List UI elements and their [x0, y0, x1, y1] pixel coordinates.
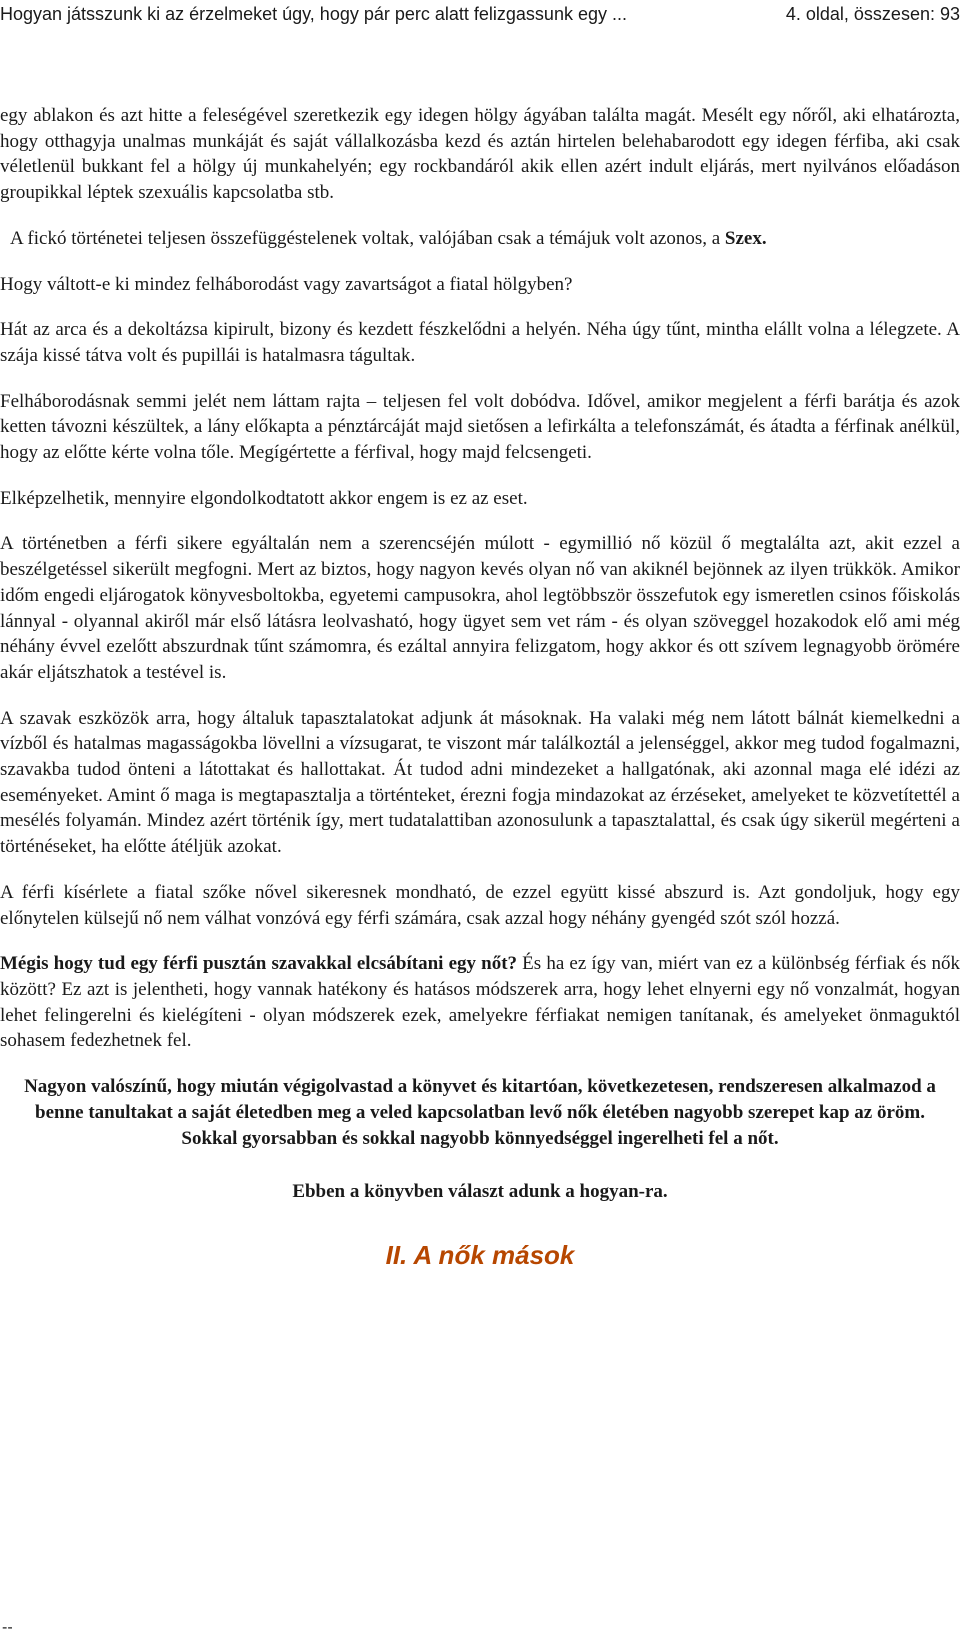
paragraph-text: A fickó történetei teljesen összefüggéstelenek voltak, valójában csak a témájuk volt azonos, a [10, 227, 725, 249]
paragraph-text: És ha ez így van, miért van ez a különbség férfiak és nők között? Ez azt is jelentheti, hogy vannak hatékony és hatásos módszerek arra, hogy lehet elnyerni egy nő vonzalmát, hogyan lehet felingerelni és kielégíteni - olyan módszerek ezek, amelyekre férfiakat nemigen tanítanak, és amelyeket önmaguktól sohasem fedezhetnek fel. [0, 953, 960, 1052]
document-body [0, 103, 960, 1291]
highlight-paragraph: Ebben a könyvben választ adunk a hogyan-ra. [292, 1181, 668, 1203]
page-number: 4. oldal, összesen: 93 [785, 4, 960, 24]
paragraph: A szavak eszközök arra, hogy általuk tapasztalatokat adjunk át másoknak. Ha valaki még nem látott bálnát kiemelkedni a vízből és hatalmas magasságokba lövellni a vízsugarat, te viszont már találkoztál a jelenséggel, akkor meg tudod fogalmazni, szavakba tudod önteni a látottakat és hallottakat. Át tudod adni mindezeket a hallgatónak, aki azonnal maga elé idézi az eseményeket. Amint ő maga is megtapasztalja a történteket, érezni fogja mindazokat az érzéseket, amelyeket te közvetítettél a mesélés folyamán. Mindez azért történik így, mert tudatalattiban azonosulunk a tapasztalattal, és csak úgy sikerül megérteni a történéseket, ha előtte átéljük azokat. [0, 707, 960, 858]
page-footer-mark: -- [2, 1619, 13, 1636]
paragraph: Elképzelhetik, mennyire elgondolkodtatott akkor engem is ez az eset. [0, 487, 528, 509]
highlight-paragraph: Nagyon valószínű, hogy miután végigolvastad a könyvet és kitartóan, következetesen, rendszeresen alkalmazod a benne tanultakat a saját életedben meg a veled kapcsolatban levő nők életében nagyobb szerepet kap az öröm. Sokkal gyorsabban és sokkal nagyobb könnyedséggel ingerelheti fel a nőt. [24, 1076, 936, 1149]
paragraph: Felháborodásnak semmi jelét nem láttam rajta – teljesen fel volt dobódva. Idővel, amikor megjelent a férfi barátja és azok ketten távozni készültek, a lány előkapta a pénztárcáját majd sietősen a lefirkálta a telefonszámát, és átadta a férfinak anélkül, hogy az előtte kérte volna tőle. Megígértette a férfival, hogy majd felcsengeti. [0, 390, 960, 464]
page-header [0, 2, 960, 26]
paragraph: Hát az arca és a dekoltázsa kipirult, bizony és kezdett fészkelődni a helyén. Néha úgy tűnt, mintha elállt volna a lélegzete. A szája kissé tátva volt és pupillái is hatalmasra tágultak. [0, 319, 960, 366]
emphasis-text: Szex. [724, 227, 767, 249]
paragraph [0, 226, 960, 252]
paragraph: egy ablakon és azt hitte a feleségével szeretkezik egy idegen hölgy ágyában találta magát. Mesélt egy nőről, aki elhatározta, hogy otthagyja unalmas munkáját és saját vállalkozásba kezd és aztán hirtelen belehabarodott egy idegen férfiba, aki csak véletlenül bukkant fel a hölgy új munkahelyén; egy rockbandáról akik ellen azért indult eljárás, mert nyilvános előadáson groupikkal léptek szexuális kapcsolatba stb. [0, 105, 960, 204]
paragraph: Hogy váltott-e ki mindez felháborodást vagy zavartságot a fiatal hölgyben? [0, 273, 573, 295]
paragraph [0, 951, 960, 1054]
document-title: Hogyan játsszunk ki az érzelmeket úgy, hogy pár perc alatt felizgassunk egy ... [0, 4, 627, 24]
chapter-title: II. A nők mások [385, 1239, 575, 1270]
question-heading: Mégis hogy tud egy férfi pusztán szavakkal elcsábítani egy nőt? [0, 953, 518, 975]
paragraph: A történetben a férfi sikere egyáltalán nem a szerencséjén múlott - egymillió nő közül ő megtalálta azt, akit ezzel a beszélgetéssel sikerült megfogni. Mert az biztos, hogy nagyon kevés olyan nő van akiknél bejönnek az ilyen trükkök. Amikor időm engedi eljárogatok könyvesboltokba, egyetemi campusokra, ahol legtöbbször összefutok egy ismeretlen csinos főiskolás lánnyal - olyannal akiről már első látásra leolvasható, hogy ügyet sem vet rám - és olyan szöveggel hozakodok elő ami még néhány évvel ezelőtt abszurdnak tűnt számomra, és ezáltal annyira felizgatom, hogy akkor és ott szívem legnagyobb örömére akár eljátszhatok a testével is. [0, 533, 960, 683]
paragraph: A férfi kísérlete a fiatal szőke nővel sikeresnek mondható, de ezzel együtt kissé abszurd is. Azt gondoljuk, hogy egy előnytelen külsejű nő nem válhat vonzóvá egy férfi számára, csak azzal hogy néhány gyengéd szót szól hozzá. [0, 881, 960, 929]
